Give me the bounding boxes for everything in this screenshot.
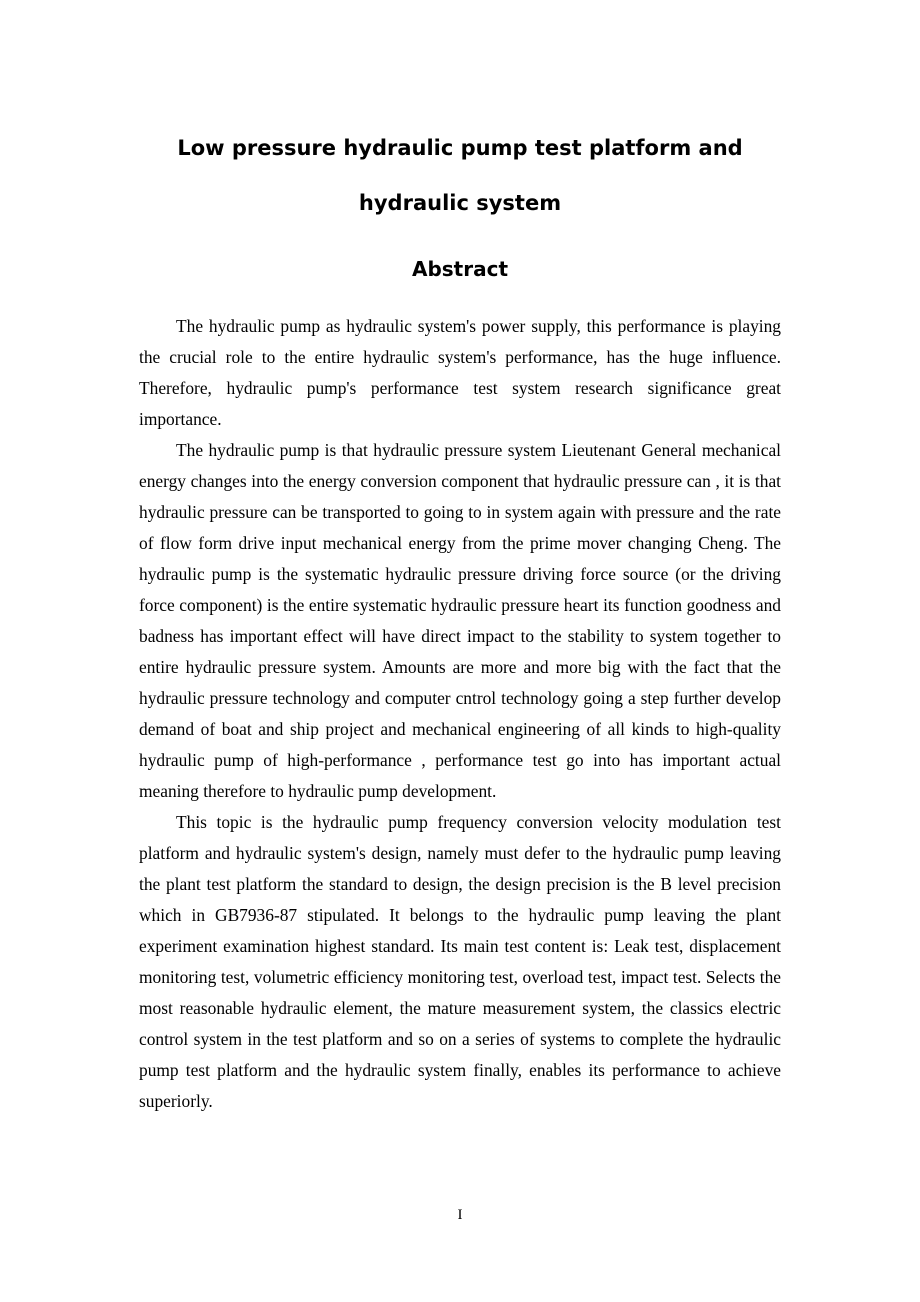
abstract-body	[139, 311, 781, 1117]
section-heading-abstract: Abstract	[411, 257, 509, 281]
paragraph-1: The hydraulic pump as hydraulic system's power supply, this performance is playing the crucial role to the entire hydraulic system's performance, has the huge influence. Therefore, hydraulic pump's performance test system research significance great importance.	[139, 316, 781, 429]
paragraph-3: This topic is the hydraulic pump frequency conversion velocity modulation test platform and hydraulic system's design, namely must defer to the hydraulic pump leaving the plant test platform the standard to design, the design precision is the B level precision which in GB7936-87 stipulated. It belongs to the hydraulic pump leaving the plant experiment examination highest standard. Its main test content is: Leak test, displacement monitoring test, volumetric efficiency monitoring test, overload test, impact test. Selects the most reasonable hydraulic element, the mature measurement system, the classics electric control system in the test platform and so on a series of systems to complete the hydraulic pump test platform and the hydraulic system finally, enables its performance to achieve superiorly.	[139, 812, 781, 1111]
paragraph-2: The hydraulic pump is that hydraulic pressure system Lieutenant General mechanical energy changes into the energy conversion component that hydraulic pressure can , it is that hydraulic pressure can be transported to going to in system again with pressure and the rate of flow form drive input mechanical energy from the prime mover changing Cheng. The hydraulic pump is the systematic hydraulic pressure driving force source (or the driving force component) is the entire systematic hydraulic pressure heart its function goodness and badness has important effect will have direct impact to the stability to system together to entire hydraulic pressure system. Amounts are more and more big with the fact that the hydraulic pressure technology and computer cntrol technology going a step further develop demand of boat and ship project and mechanical engineering of all kinds to high-quality hydraulic pump of high-performance , performance test go into has important actual meaning therefore to hydraulic pump development.	[139, 440, 781, 801]
title-line-1: Low pressure hydraulic pump test platform and	[177, 136, 743, 160]
title-line-2: hydraulic system	[358, 191, 562, 215]
page-number: I	[457, 1207, 463, 1223]
